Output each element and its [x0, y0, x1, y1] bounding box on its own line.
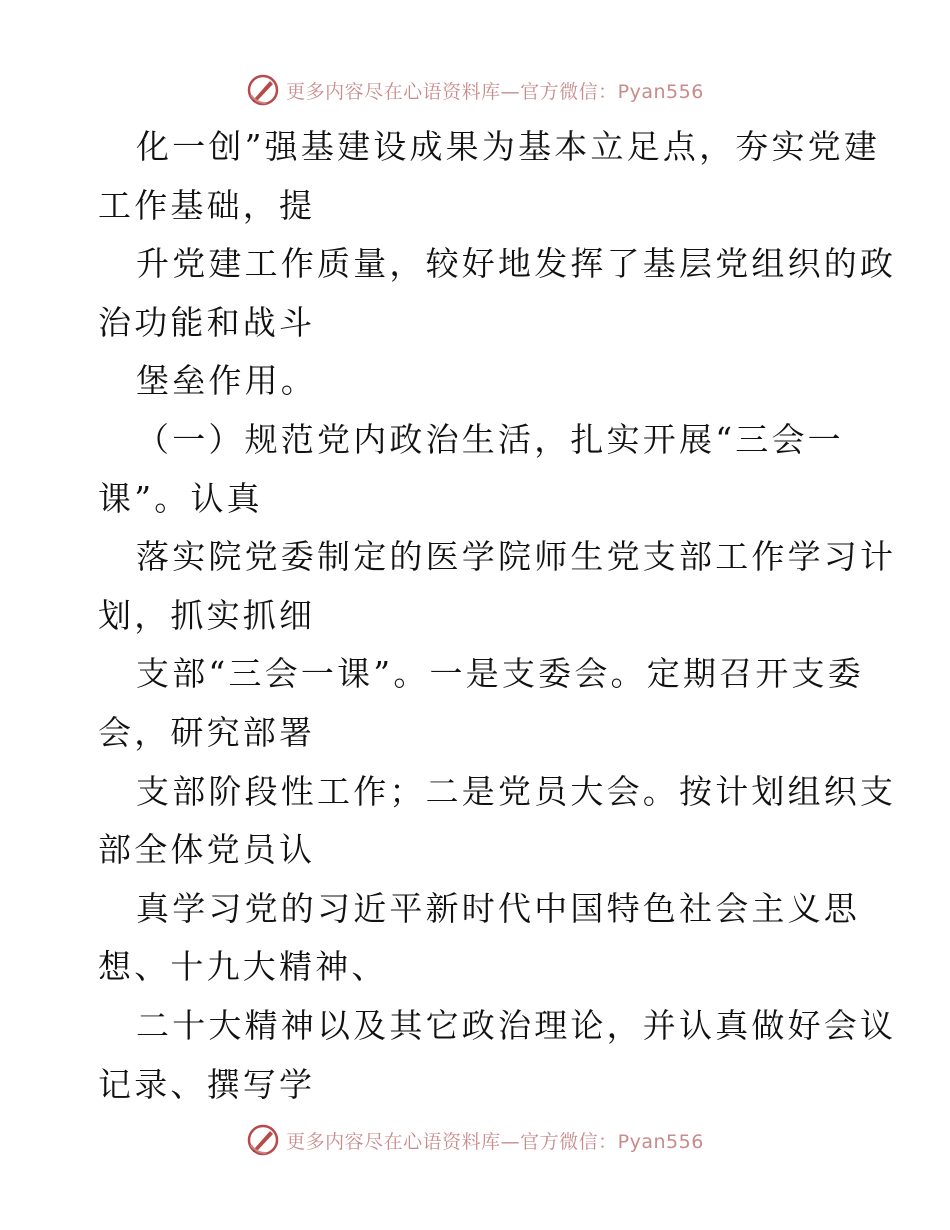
text-line: 支部“三会一课”。一是支委会。定期召开支委	[136, 654, 864, 694]
text-line: 部全体党员认	[98, 830, 316, 870]
text-line: 工作基础，提	[98, 185, 316, 225]
text-line: 落实院党委制定的医学院师生党支部工作学习计	[136, 537, 897, 577]
text-line: 化一创”强基建设成果为基本立足点，夯实党建	[136, 127, 881, 166]
text-line: 升党建工作质量，较好地发挥了基层党组织的政	[136, 244, 897, 284]
quill-pen-circle-icon	[246, 1123, 280, 1157]
text-line: 想、十九大精神、	[98, 947, 388, 987]
header-watermark	[0, 70, 950, 110]
text-line: 堡垒作用。	[136, 361, 317, 401]
text-line: 真学习党的习近平新时代中国特色社会主义思	[136, 888, 860, 928]
text-line: 课”。认真	[98, 478, 263, 518]
text-line: 划，抓实抓细	[98, 595, 316, 635]
text-line: 治功能和战斗	[98, 302, 316, 342]
text-line: 会，研究部署	[98, 712, 316, 752]
watermark-text: 更多内容尽在心语资料库—官方微信：Pyan556	[286, 1130, 704, 1153]
text-line: 记录、撰写学	[98, 1064, 316, 1104]
text-line: 支部阶段性工作；二是党员大会。按计划组织支	[136, 771, 897, 811]
text-line: 二十大精神以及其它政治理论，并认真做好会议	[136, 1005, 897, 1045]
text-line: （一）规范党内政治生活，扎实开展“三会一	[136, 419, 844, 459]
footer-watermark	[0, 1120, 950, 1160]
document-body	[98, 118, 897, 1114]
quill-pen-circle-icon	[246, 73, 280, 107]
watermark-text: 更多内容尽在心语资料库—官方微信：Pyan556	[286, 80, 704, 103]
